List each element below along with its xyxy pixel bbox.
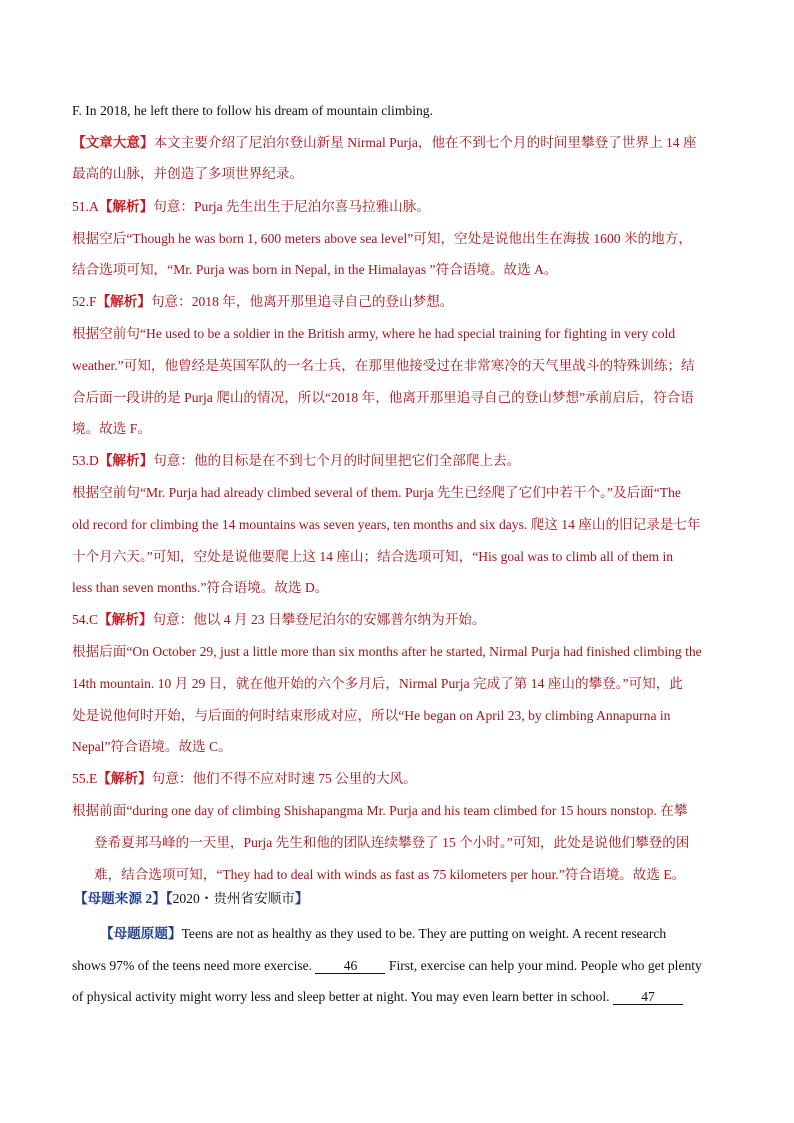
answer-meaning: 句意：他以 4 月 23 日攀登尼泊尔的安娜普尔纳为开始。	[152, 612, 486, 627]
answer-54-head	[72, 611, 732, 629]
blank-47[interactable]: 47	[613, 989, 683, 1005]
summary-text-1: 本文主要介绍了尼泊尔登山新星 Nirmal Purja，他在不到七个月的时间里攀登了世界上 14 座	[153, 135, 697, 150]
summary-line-1	[72, 134, 732, 152]
answer-number: 53.D	[72, 453, 99, 468]
answer-55-head	[72, 770, 732, 788]
source-line	[74, 890, 734, 908]
blank-46[interactable]: 46	[315, 958, 385, 974]
answer-53-body-4: less than seven months.”符合语境。故选 D。	[72, 580, 329, 595]
answer-52-body-3: 合后面一段讲的是 Purja 爬山的情况，所以“2018 年，他离开那里追寻自己的登山梦想”承前启后，符合语	[72, 390, 694, 405]
passage-text-2a: shows 97% of the teens need more exercise.	[72, 958, 316, 973]
answer-53-head	[72, 452, 732, 470]
answer-52-head	[72, 293, 732, 311]
answer-meaning: 句意：Purja 先生出生于尼泊尔喜马拉雅山脉。	[153, 199, 430, 214]
answer-number: 51.A	[72, 199, 99, 214]
answer-53-body-2: old record for climbing the 14 mountains was seven years, ten months and six days. 爬这 14 座山的旧记录是七年	[72, 517, 701, 532]
answer-54-body-2: 14th mountain. 10 月 29 日，就在他开始的六个多月后，Nirmal Purja 完成了第 14 座山的攀登。”可知，此	[72, 676, 683, 691]
passage-line-2	[72, 957, 732, 975]
answer-51-body-1: 根据空后“Though he was born 1, 600 meters above sea level”可知，空处是说他出生在海拔 1600 米的地方，	[72, 231, 692, 246]
source-text: 2020・贵州省安顺市	[172, 891, 295, 906]
analysis-tag: 【解析】	[98, 199, 154, 214]
answer-number: 52.F	[72, 294, 97, 309]
answer-54-body-4: Nepal”符合语境。故选 C。	[72, 739, 232, 754]
answer-54-body-3: 处是说他何时开始，与后面的何时结束形成对应，所以“He began on April 23, by climbing Annapurna in	[72, 708, 671, 723]
passage-text-3: of physical activity might worry less and sleep better at night. You may even learn better in school.	[72, 989, 613, 1004]
answer-53-body-3: 十个月六天。”可知，空处是说他要爬上这 14 座山；结合选项可知，“His goal was to climb all of them in	[72, 549, 674, 564]
answer-52-body-2: weather.”可知，他曾经是英国军队的一名士兵，在那里他接受过在非常寒冷的天气里战斗的特殊训练；结	[72, 358, 695, 373]
analysis-tag: 【解析】	[98, 612, 153, 627]
passage-text-2b: First, exercise can help your mind. People who get plenty	[385, 958, 702, 973]
source-bracket-open: 【	[165, 891, 173, 906]
summary-tag: 【文章大意】	[72, 135, 154, 150]
passage-line-3	[72, 988, 732, 1006]
passage-text-1: Teens are not as healthy as they used to be. They are putting on weight. A recent research	[181, 926, 667, 941]
analysis-tag: 【解析】	[96, 294, 151, 309]
source-label: 【母题来源 2】	[74, 891, 166, 906]
answer-52-body-4: 境。故选 F。	[72, 421, 151, 436]
analysis-tag: 【解析】	[97, 771, 152, 786]
option-f-line: F. In 2018, he left there to follow his dream of mountain climbing.	[72, 103, 433, 118]
answer-number: 54.C	[72, 612, 99, 627]
summary-line-2: 最高的山脉，并创造了多项世界纪录。	[72, 166, 304, 181]
answer-meaning: 句意：他的目标是在不到七个月的时间里把它们全部爬上去。	[153, 453, 521, 468]
answer-55-body-1: 根据前面“during one day of climbing Shishapangma Mr. Purja and his team climbed for 15 hours nonstop. 在攀	[72, 803, 688, 818]
answer-number: 55.E	[72, 771, 98, 786]
passage-line-1	[100, 925, 732, 943]
answer-51-body-2: 结合选项可知，“Mr. Purja was born in Nepal, in the Himalayas ”符合语境。故选 A。	[72, 262, 558, 277]
answer-55-body-2: 登希夏邦马峰的一天里，Purja 先生和他的团队连续攀登了 15 个小时。”可知，此处是说他们攀登的困	[94, 835, 690, 850]
answer-52-body-1: 根据空前句“He used to be a soldier in the British army, where he had special training for fighting in very cold	[72, 326, 676, 341]
answer-54-body-1: 根据后面“On October 29, just a little more than six months after he started, Nirmal Purja had finished climbing the	[72, 644, 702, 659]
answer-51-head	[72, 198, 732, 216]
answer-meaning: 句意：2018 年，他离开那里追寻自己的登山梦想。	[150, 294, 454, 309]
answer-53-body-1: 根据空前句“Mr. Purja had already climbed several of them. Purja 先生已经爬了它们中若干个。”及后面“The	[72, 485, 681, 500]
answer-meaning: 句意：他们不得不应对时速 75 公里的大风。	[151, 771, 417, 786]
passage-label: 【母题原题】	[100, 926, 182, 941]
source-bracket-close: 】	[294, 891, 309, 906]
analysis-tag: 【解析】	[98, 453, 154, 468]
answer-55-body-3: 难，结合选项可知，“They had to deal with winds as fast as 75 kilometers per hour.”符合语境。故选 E。	[94, 867, 686, 882]
